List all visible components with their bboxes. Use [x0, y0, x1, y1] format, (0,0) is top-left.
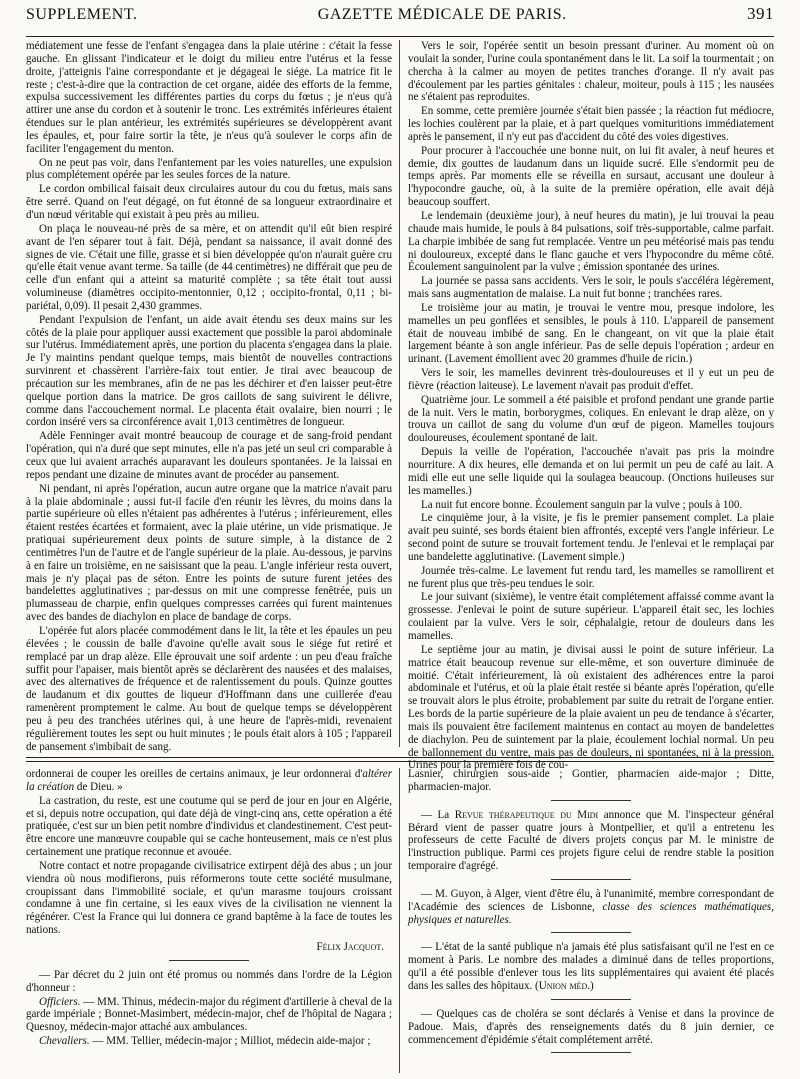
page-header: [26, 4, 774, 37]
paragraph: En somme, cette première journée s'était bien passée ; la réaction fut médiocre, les lochies coulèrent par la plaie, et à part quelques vomituritions immédiatement après le pansement, il n'y eut pas d'accident du côté des voies digestives.: [408, 105, 774, 143]
paragraph: Notre contact et notre propagande civilisatrice extirpent déjà des abus ; un jour viendra où nous modifierons, puis réformerons toute cette société musulmane, croupissant dans l'immobilité sociale, et qu'un marasme toujours croissant condamne à une fin certaine, si les eaux vives de la civilisation ne viennent la régénérer. C'est la France qui lui donnera ce grand baptême à la face de toutes les nations.: [26, 859, 392, 937]
article-divider: [551, 800, 631, 801]
paragraph: Depuis la veille de l'opération, l'accouchée n'avait pas pris la moindre nourriture. A dix heures, elle demanda et on lui permit un peu de café au lait. A midi elle eut une selle liquide qui la soulagea beaucoup. (Onctions huileuses sur les mamelles.): [408, 446, 774, 497]
journal-name: Revue thérapeutique du Midi: [454, 808, 599, 821]
paragraph: Le lendemain (deuxième jour), à neuf heures du matin), je lui trouvai la peau chaude mais humide, le pouls à 84 pulsations, soif très-supportable, calme parfait. La charpie imbibée de sang fut remplacée. Ventre un peu météorisé mais pas tendu ni douloureux, excepté dans le flanc gauche et vers l'hypocondre du même côté. Écoulement sanguinolent par la vulve ; émission spontanée des urines.: [408, 209, 774, 274]
paragraph: Le jour suivant (sixième), le ventre était complétement affaissé comme avant la grossesse. J'enlevai le point de suture supérieur. L'appareil était sec, les lochies coulaient par la vulve. Vers le soir, céphalalgie, retour de douleurs dans les mamelles.: [408, 591, 774, 642]
article-divider: [169, 960, 249, 961]
paragraph: — L'état de la santé publique n'a jamais été plus satisfaisant qu'il ne l'est en ce moment à Paris. Le nombre des malades a diminué dans de telles proportions, qu'il a été possible d'enlever tous les lits supplémentaires qui avaient été placés dans les salles des hôpitaux. (Union méd.): [408, 941, 774, 992]
upper-right-column: [408, 40, 774, 772]
upper-section: [26, 40, 774, 772]
paragraph: — La Revue thérapeutique du Midi annonce que M. l'inspecteur général Bérard vient de passer quatre jours à Montpellier, et qu'il a entretenu les professeurs de cette Faculté de divers projets conçus par M. le ministre de l'instruction publique. Parmi ces projets figure celui de rendre stable la position temporaire d'agrégé.: [408, 808, 775, 873]
paragraph: médiatement une fesse de l'enfant s'engagea dans la plaie utérine : c'était la fesse gauche. En glissant l'indicateur et le doigt du milieu entre l'utérus et la fesse droite, j'atteignis l'aine correspondante et je dégageai le siége. La matrice fit le reste ; c'est-à-dire que la contraction de cet organe, aidée des efforts de la femme, expulsa successivement les différentes parties du corps du fœtus ; je n'eus qu'à attirer une anse du cordon et à soutenir le tronc. Les extrémités inférieures étaient étendues sur le plan antérieur, les extrémités supérieures se développèrent avant les épaules, et, pour faire sortir la tête, je n'eus qu'à soulever le corps afin de faciliter l'engagement du menton.: [26, 40, 392, 155]
page-number: 391: [747, 4, 774, 23]
paragraph: Chevaliers. — MM. Tellier, médecin-major ; Milliot, médecin aide-major ;: [39, 1035, 371, 1048]
paragraph: — Quelques cas de choléra se sont déclarés à Venise et dans la province de Padoue. Mais, d'après des renseignements datés du 8 juin dernier, ce commencement d'épidémie s'était complétement arrêté.: [408, 1007, 774, 1046]
paragraph: Vers le soir, l'opérée sentit un besoin pressant d'uriner. Au moment où on voulait la sonder, l'urine coula spontanément dans le lit. La soif la tourmentait ; on chercha à la calmer au moyen de petites tranches d'orange. Il n'y avait pas d'écoulement par les parties génitales : chaleur, moiteur, pouls à 115 ; les nausées ne s'étaient pas reproduites.: [408, 40, 774, 104]
paragraph: Officiers. — MM. Thinus, médecin-major du régiment d'artillerie à cheval de la garde impériale ; Bonnet-Masimbert, médecin-major, chef de l'hôpital de Nagara ; Quesnoy, médecin-major attaché aux ambulances.: [26, 995, 392, 1034]
paragraph: L'opérée fut alors placée commodément dans le lit, la tête et les épaules un peu élevées ; le coussin de balle d'avoine qu'elle avait sous le siége fut retiré et remplacé par un drap alèze. Elle éprouvait une soif ardente : un peu d'eau fraîche suffit pour l'apaiser, mais bientôt après se déclarèrent des nausées et des malaises, avec des alternatives de fréquence et de ralentissement du pouls. Quinze gouttes de laudanum et dix gouttes de liqueur d'Hoffmann dans une cuillerée d'eau ramenèrent promptement le calme. Au bout de quelque temps se développèrent peu à peu des tranchées utérines qui, à une heure de l'après-midi, revenaient régulièrement toutes les sept ou huit minutes ; le pouls était alors à 105 ; l'appareil de pansement s'imbibait de sang.: [26, 624, 392, 753]
article-divider: [551, 932, 631, 933]
section-divider: [26, 757, 774, 758]
paragraph: — Par décret du 2 juin ont été promus ou nommés dans l'ordre de la Légion d'honneur :: [26, 968, 392, 994]
section-divider-double: [26, 761, 774, 762]
paragraph: La journée se passa sans accidents. Vers le soir, le pouls s'accéléra légèrement, mais sans augmentation de malaise. La nuit fut bonne ; tranchées rares.: [408, 275, 774, 301]
upper-left-column: [26, 40, 392, 753]
lower-left-column: [26, 768, 392, 1073]
chevaliers-label: Chevaliers.: [39, 1035, 90, 1048]
paragraph: Pendant l'expulsion de l'enfant, un aide avait étendu ses deux mains sur les côtés de la plaie pour appliquer aussi exactement que possible la paroi abdominale sur l'utérus. Immédiatement après, une portion du placenta s'engagea dans la plaie. Je l'y maintins pendant quelque temps, mais bientôt de nouvelles contractions survinrent et chassèrent l'arrière-faix tout entier. Je tirai avec beaucoup de précaution sur les membranes, afin de ne pas les déchirer et d'en laisser peut-être quelque portion dans la matrice. De gros caillots de sang suivirent le délivre, comme dans l'accouchement normal. Le placenta était ovalaire, bien nourri ; le cordon inséré vers sa circonférence avait 1,013 centimètres de longueur.: [26, 313, 392, 429]
officers-label: Officiers.: [39, 995, 81, 1008]
article-divider: [551, 879, 631, 880]
publication-title: GAZETTE MÉDICALE DE PARIS.: [317, 6, 567, 23]
paragraph: Quatrième jour. Le sommeil a été paisible et profond pendant une grande partie de la nuit. Vers le matin, borborygmes, coliques. En enlevant le drap alèze, on y trouva un caillot de sang du volume d'un œuf de pigeon. Mamelles toujours douloureuses, écoulement spontané de lait.: [408, 393, 774, 445]
paragraph: Lasnier, chirurgien sous-aide ; Gontier, pharmacien aide-major ; Ditte, pharmacien-major.: [408, 768, 774, 793]
lower-right-column: [408, 768, 774, 1073]
paragraph: Adèle Fenninger avait montré beaucoup de courage et de sang-froid pendant l'opération, qui n'a duré que sept minutes, elle n'a pas jeté un seul cri comparable à ceux que lui avaient arrachés auparavant les douleurs spontanées. Je la laissai en repos pendant une dizaine de minutes avant de procéder au pansement.: [26, 430, 392, 481]
author-signature: Félix Jacquot.: [316, 940, 384, 953]
paragraph: — M. Guyon, à Alger, vient d'être élu, à l'unanimité, membre correspondant de l'Académie des sciences de Lisbonne, classe des sciences mathématiques, physiques et naturelles.: [408, 887, 774, 926]
paragraph: La castration, du reste, est une coutume qui se perd de jour en jour en Algérie, et si, depuis notre occupation, qui date déjà de vingt-cinq ans, cette opération a été pratiquée, c'est sur un bien petit nombre d'individus et clandestinement. C'est peut-être encore une manœuvre coupable qui se cache honteusement, mais ce n'est plus certainement une pratique reconnue et avouée.: [26, 794, 392, 859]
paragraph: Ni pendant, ni après l'opération, aucun autre organe que la matrice n'avait paru à la plaie abdominale ; aussi fut-il facile d'en réunir les lèvres, du moins dans la partie supérieure où elles n'étaient pas adhérentes à l'utérus ; inférieurement, elles étaient restées écartées et formaient, avec la plaie utérine, un vide prismatique. Je pratiquai supérieurement deux points de suture simple, à la distance de 2 centimètres l'un de l'autre et de l'angle supérieur de la plaie. Au-dessous, je parvins à en faire un troisième, en ne saisissant que la peau. L'angle inférieur resta ouvert, mais je n'y plaçai pas de séton. Entre les points de suture furent jetées des bandelettes agglutinatives ; par-dessus on mit une compresse fenêtrée, puis un plumasseau de charpie, enfin quelques compresses carrées qui furent maintenues avec des bandes de diachylon en place de bandage de corps.: [26, 482, 392, 624]
source-citation: (Union méd.): [535, 979, 594, 992]
paragraph: On plaça le nouveau-né près de sa mère, et on attendit qu'il eût bien respiré avant de l'en séparer tout à fait. Déjà, pendant sa naissance, il avait donné des signes de vie. C'était une fille, grasse et si bien développée qu'on n'aurait guère cru qu'elle était venue avant terme. Sa taille (de 44 centimètres) ne différait que peu de celle d'un enfant qui a atteint sa maturité complète ; sa tête était tout aussi volumineuse (diamètres occipito-mentonnier, 0,12 ; occipito-frontal, 0,11 ; bi-pariétal, 0,09). Il pesait 2,430 grammes.: [26, 222, 392, 312]
lower-section: [26, 768, 774, 1073]
paragraph: ordonnerai de couper les oreilles de certains animaux, je leur ordonnerai d'altérer la création de Dieu. »: [26, 768, 392, 793]
paragraph: On ne peut pas voir, dans l'enfantement par les voies naturelles, une expulsion plus complétement opérée par les seules forces de la nature.: [26, 156, 392, 182]
paragraph: Le cinquième jour, à la visite, je fis le premier pansement complet. La plaie avait peu suinté, ses bords étaient bien affrontés, excepté vers l'angle inférieur. Le second point de suture se trouvait fortement tendu. Je l'enlevai et le remplaçai par une bandelette agglutinative. (Lavement simple.): [408, 512, 774, 563]
article-divider: [551, 999, 631, 1000]
paragraph: Le troisième jour au matin, je trouvai le ventre mou, presque indolore, les mamelles un peu gonflées et sensibles, le pouls à 110. L'appareil de pansement était de nouveau imbibé de sang. En le changeant, on vit que la plaie était largement béante à son angle inférieur. Pas de selle depuis l'opération ; ardeur en urinant. (Lavement émollient avec 20 grammes d'huile de ricin.): [408, 301, 774, 366]
paragraph: La nuit fut encore bonne. Écoulement sanguin par la vulve ; pouls à 100.: [421, 498, 743, 511]
article-divider: [551, 1052, 631, 1053]
paragraph: Pour procurer à l'accouchée une bonne nuit, on lui fit avaler, à neuf heures et demie, dix gouttes de laudanum dans un liquide sucré. Elle s'endormit peu de temps après. Par moments elle se réveilla en sursaut, accusant une douleur à l'hypocondre gauche, où, à la suite de la première opération, elle avait déjà beaucoup souffert.: [408, 144, 774, 209]
paragraph: Le septième jour au matin, je divisai aussi le point de suture inférieur. La matrice était beaucoup revenue sur elle-même, et son ouverture diminuée de moitié. C'était inférieurement, là où existaient des adhérences entre la paroi abdominale et l'utérus, et où la plaie était restée si béante après l'opération, qu'elle se trouvait alors le plus étroite, probablement par suite du retrait de l'organe entier. Les bords de la partie supérieure de la plaie avaient un peu de tendance à s'écarter, mais ils pouvaient être facilement maintenus en contact au moyen de bandelettes de diachylon. Peu de suintement par la plaie, écoulement lochial normal. Un peu de ballonnement du ventre, mais pas de douleurs, ni spontanées, ni à la pression. Urines pour la première fois de cou-: [408, 643, 774, 772]
paragraph: Le cordon ombilical faisait deux circulaires autour du cou du fœtus, mais sans être serré. Quand on l'eut dégagé, on fut étonné de sa longueur extraordinaire et d'un nœud véritable qui existait à peu près au milieu.: [26, 183, 392, 221]
paragraph: Journée très-calme. Le lavement fut rendu tard, les mamelles se ramollirent et ne furent plus que très-peu tendues le soir.: [408, 564, 774, 590]
header-supplement: SUPPLEMENT.: [26, 6, 138, 23]
paragraph: Vers le soir, les mamelles devinrent très-douloureuses et il y eut un peu de fièvre (réaction laiteuse). Le lavement n'avait pas produit d'effet.: [408, 367, 774, 392]
